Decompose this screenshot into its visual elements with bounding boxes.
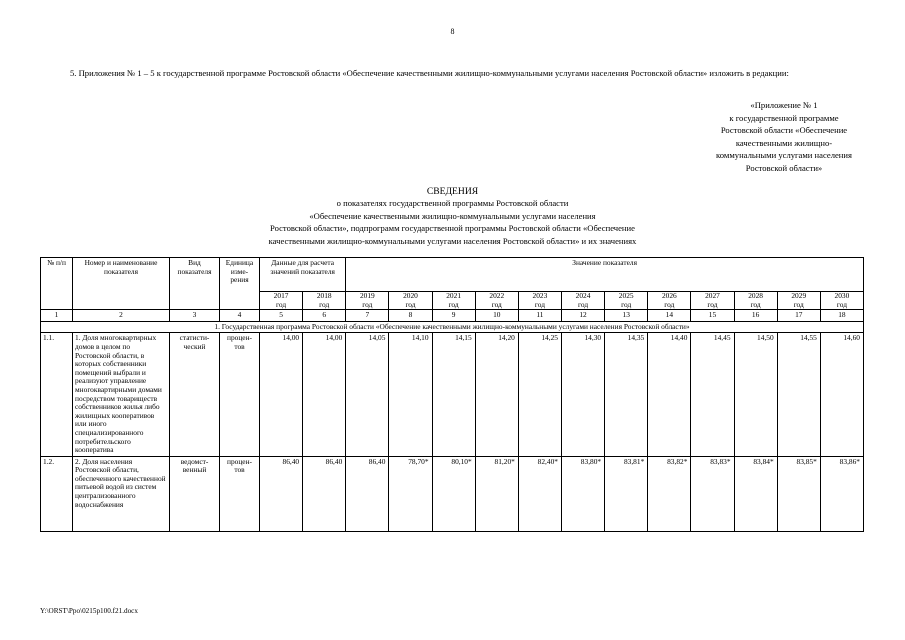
indicator-value: 80,10* [432,456,475,531]
year-header-cell [389,292,432,310]
year-suffix: год [362,299,373,309]
year-label: 2028 [748,291,763,300]
indicator-value: 14,30 [561,333,604,456]
column-number: 18 [820,310,863,322]
year-suffix: год [621,299,632,309]
document-subtitle [180,197,725,247]
column-number: 11 [518,310,561,322]
appendix-header [680,99,888,175]
row-number: 1.1. [41,333,73,456]
indicator-value: 83,82* [648,456,691,531]
year-suffix: год [491,299,502,309]
year-header-cell [648,292,691,310]
year-label: 2025 [618,291,634,300]
column-number: 1 [41,310,73,322]
indicator-value: 14,00 [260,333,303,456]
year-suffix: год [276,299,287,309]
appendix-line: Ростовской области «Обеспечение [720,125,848,136]
year-suffix: год [707,299,718,309]
indicator-type: статисти-ческий [170,333,220,456]
indicator-value: 83,85* [777,456,820,531]
column-number: 2 [73,310,170,322]
year-header-cell [303,292,346,310]
year-header-cell [820,292,863,310]
year-label: 2018 [316,291,332,300]
indicator-value: 14,10 [389,333,432,456]
indicator-unit: процен-тов [220,456,260,531]
indicator-value: 14,50 [734,333,777,456]
appendix-line: качественными жилищно- [735,137,833,148]
indicator-type: ведомст-венный [170,456,220,531]
year-label: 2021 [446,291,462,300]
row-number: 1.2. [41,456,73,531]
column-number: 14 [648,310,691,322]
year-label: 2026 [661,291,677,300]
indicator-value: 14,25 [518,333,561,456]
year-suffix: год [664,299,675,309]
column-number: 15 [691,310,734,322]
column-number: 6 [303,310,346,322]
year-label: 2017 [273,291,289,300]
year-header-cell [346,292,389,310]
year-label: 2020 [403,291,418,300]
indicator-value: 14,20 [475,333,518,456]
indicator-value: 86,40 [260,456,303,531]
subtitle-line: качественными жилищно-коммунальными услугами населения Ростовской области» и их значениях [268,235,637,246]
document-title: СВЕДЕНИЯ [426,186,479,197]
year-suffix: год [793,299,804,309]
page-number: 8 [450,27,455,36]
footer-file-path: Y:\ORST\Ppo\0215p100.f21.docx [40,607,138,615]
indicator-value: 83,83* [691,456,734,531]
indicator-value: 78,70* [389,456,432,531]
year-label: 2030 [834,291,850,300]
indicator-value: 14,55 [777,333,820,456]
header-no: № п/п [41,258,73,310]
year-suffix: год [750,299,761,309]
indicator-value: 14,35 [605,333,648,456]
indicator-name: 2. Доля населения Ростовской области, обеспеченного качественной питьевой водой из систем централизованного водоснабжения [73,456,170,531]
indicator-value: 14,40 [648,333,691,456]
subtitle-line: о показателях государственной программы Ростовской области [336,198,569,208]
table-row [41,333,864,456]
year-header-cell [518,292,561,310]
indicator-value: 14,45 [691,333,734,456]
indicators-table [40,257,864,532]
indicator-name: 1. Доля многоквартирных домов в целом по Ростовской области, в которых собственники помещений выбрали и реализуют управление многоквартирными домами посредством товариществ собственников жилья либо жилищных кооперативов или иного специализированного потребительского кооператива [73,333,170,456]
year-label: 2023 [532,291,548,300]
header-values: Значение показателя [346,258,864,292]
header-base-data: Данные для расчета значений показателя [260,258,346,292]
year-label: 2024 [575,291,591,300]
column-number: 7 [346,310,389,322]
year-header-cell [260,292,303,310]
subtitle-line: Ростовской области», подпрограмм государственной программы Ростовской области «Обеспечение [270,223,635,233]
indicator-value: 14,15 [432,333,475,456]
column-number-row [41,310,864,322]
header-unit: Единица изме-рения [220,258,260,310]
year-suffix: год [405,299,416,309]
appendix-line: «Приложение № 1 [750,100,818,110]
header-type: Вид показателя [170,258,220,310]
year-header-cell [777,292,820,310]
column-number: 4 [220,310,260,322]
appendix-line: коммунальными услугами населения [716,150,852,161]
year-label: 2022 [489,291,505,300]
column-number: 5 [260,310,303,322]
section-title: 1. Государственная программа Ростовской области «Обеспечение качественными жилищно-коммунальными услугами населения Ростовской области» [41,321,864,333]
year-suffix: год [836,299,847,309]
appendix-line: Ростовской области» [745,162,823,173]
year-header-cell [691,292,734,310]
indicator-value: 82,40* [518,456,561,531]
column-number: 8 [389,310,432,322]
indicator-value: 14,60 [820,333,863,456]
year-header-cell [561,292,604,310]
indicator-value: 83,86* [820,456,863,531]
column-number: 9 [432,310,475,322]
column-number: 13 [605,310,648,322]
year-suffix: год [578,299,589,309]
column-number: 10 [475,310,518,322]
indicator-value: 86,40 [303,456,346,531]
indicator-value: 14,00 [303,333,346,456]
indicator-unit: процен-тов [220,333,260,456]
column-number: 3 [170,310,220,322]
subtitle-line: «Обеспечение качественными жилищно-коммунальными услугами населения [309,210,596,221]
table-row [41,456,864,531]
year-header-cell [605,292,648,310]
year-label: 2029 [791,291,807,300]
indicator-value: 81,20* [475,456,518,531]
year-label: 2027 [705,291,720,300]
indicator-value: 83,84* [734,456,777,531]
intro-paragraph: 5. Приложения № 1 – 5 к государственной программе Ростовской области «Обеспечение качественными жилищно-коммунальными услугами населения Ростовской области» изложить в редакции: [70,68,789,78]
indicator-value: 14,05 [346,333,389,456]
year-header-cell [734,292,777,310]
year-suffix: год [534,299,545,309]
year-suffix: год [319,299,330,309]
year-header-cell [475,292,518,310]
indicator-value: 83,80* [561,456,604,531]
column-number: 12 [561,310,604,322]
header-name: Номер и наименование показателя [73,258,170,310]
year-suffix: год [448,299,459,309]
appendix-line: к государственной программе [729,112,839,123]
indicator-value: 86,40 [346,456,389,531]
year-label: 2019 [359,291,375,300]
column-number: 17 [777,310,820,322]
year-header-cell [432,292,475,310]
indicator-value: 83,81* [605,456,648,531]
column-number: 16 [734,310,777,322]
